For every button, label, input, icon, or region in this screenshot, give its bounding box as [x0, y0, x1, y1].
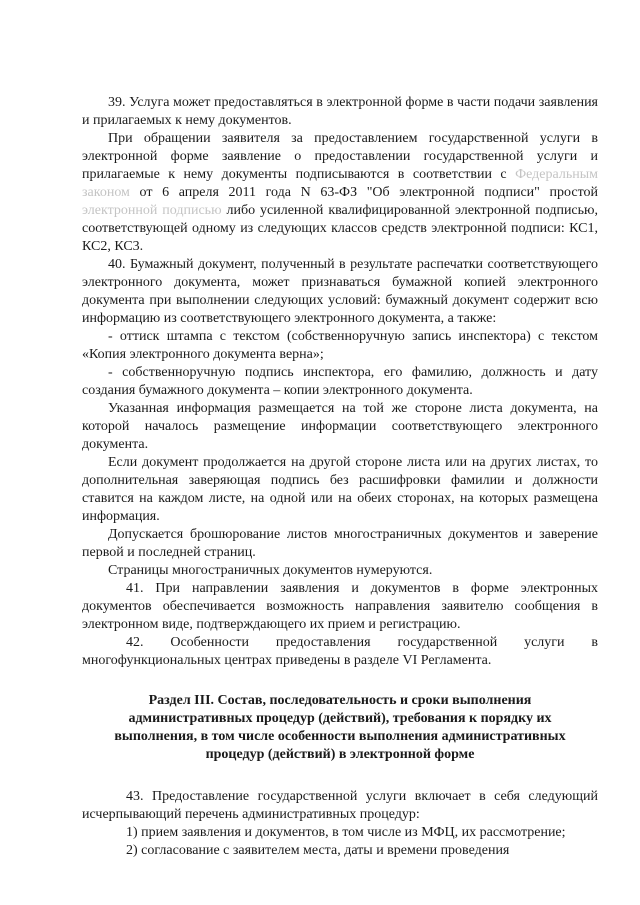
paragraph-signature: - собственноручную подпись инспектора, его фамилию, должность и дату создания бумажного документа – копии электронного документа. — [82, 365, 598, 398]
paragraph-43: 43. Предоставление государственной услуги включает в себя следующий исчерпывающий перечень административных процедур: — [82, 789, 598, 822]
paragraph-continuation: Если документ продолжается на другой стороне листа или на других листах, то дополнительная заверяющая подпись без расшифровки фамилии и должности ставится на каждом листе, на одной или на обеих сторонах, на которых размещена информация. — [82, 455, 598, 524]
paragraph-40: 40. Бумажный документ, полученный в результате распечатки соответствующего электронного документа, может признаваться бумажной копией электронного документа при выполнении следующих условий: бумажный документ содержит всю информацию из соответствующего электронного документа, а также: — [82, 257, 598, 326]
section-heading-line: процедур (действий) в электронной форме — [205, 747, 475, 762]
paragraph-binding: Допускается брошюрование листов многостраничных документов и заверение первой и последней страниц. — [82, 527, 598, 560]
paragraph-41: 41. При направлении заявления и документов в форме электронных документов обеспечивается возможность направления заявителю сообщения в электронном виде, подтверждающего их прием и регистрацию. — [82, 581, 598, 632]
paragraph-electronic-signature — [82, 130, 598, 256]
text-run: При обращении заявителя за предоставлением государственной услуги в электронной форме заявление о предоставлении государственной услуги и прилагаемые к нему документы подписываются в соответствии с — [82, 131, 598, 182]
paragraph-numbering: Страницы многостраничных документов нумеруются. — [108, 563, 433, 578]
section-heading — [82, 692, 598, 764]
section-heading-line: Раздел III. Состав, последовательность и сроки выполнения — [148, 693, 532, 708]
paragraph-info-placement: Указанная информация размещается на той же стороне листа документа, на которой началось размещение информации соответствующего электронного документа. — [82, 401, 598, 452]
section-heading-line: выполнения, в том числе особенности выполнения административных — [114, 729, 566, 744]
paragraph-39: 39. Услуга может предоставляться в электронной форме в части подачи заявления и прилагаемых к нему документов. — [82, 95, 598, 128]
text-run: либо усиленной квалифицированной электронной подписью, соответствующей одному из следующих классов средств электронной подписи: КС1, КС2, КС3. — [82, 203, 598, 254]
paragraph-42: 42. Особенности предоставления государственной услуги в многофункциональных центрах приведены в разделе VI Регламента. — [82, 635, 598, 668]
text-run: от 6 апреля 2011 года N 63-ФЗ "Об электронной подписи" простой — [129, 185, 598, 200]
faded-text-run: Федеральным законом — [82, 167, 598, 200]
document-page — [82, 94, 598, 860]
list-item-2: 2) согласование с заявителем места, даты и времени проведения — [126, 843, 510, 858]
paragraph-stamp: - оттиск штампа с текстом (собственноручную запись инспектора) с текстом «Копия электронного документа верна»; — [82, 329, 598, 362]
section-heading-line: административных процедур (действий), требования к порядку их — [128, 711, 552, 726]
list-item-1: 1) прием заявления и документов, в том числе из МФЦ, их рассмотрение; — [126, 825, 566, 840]
faded-text-run: электронной подписью — [82, 203, 222, 218]
